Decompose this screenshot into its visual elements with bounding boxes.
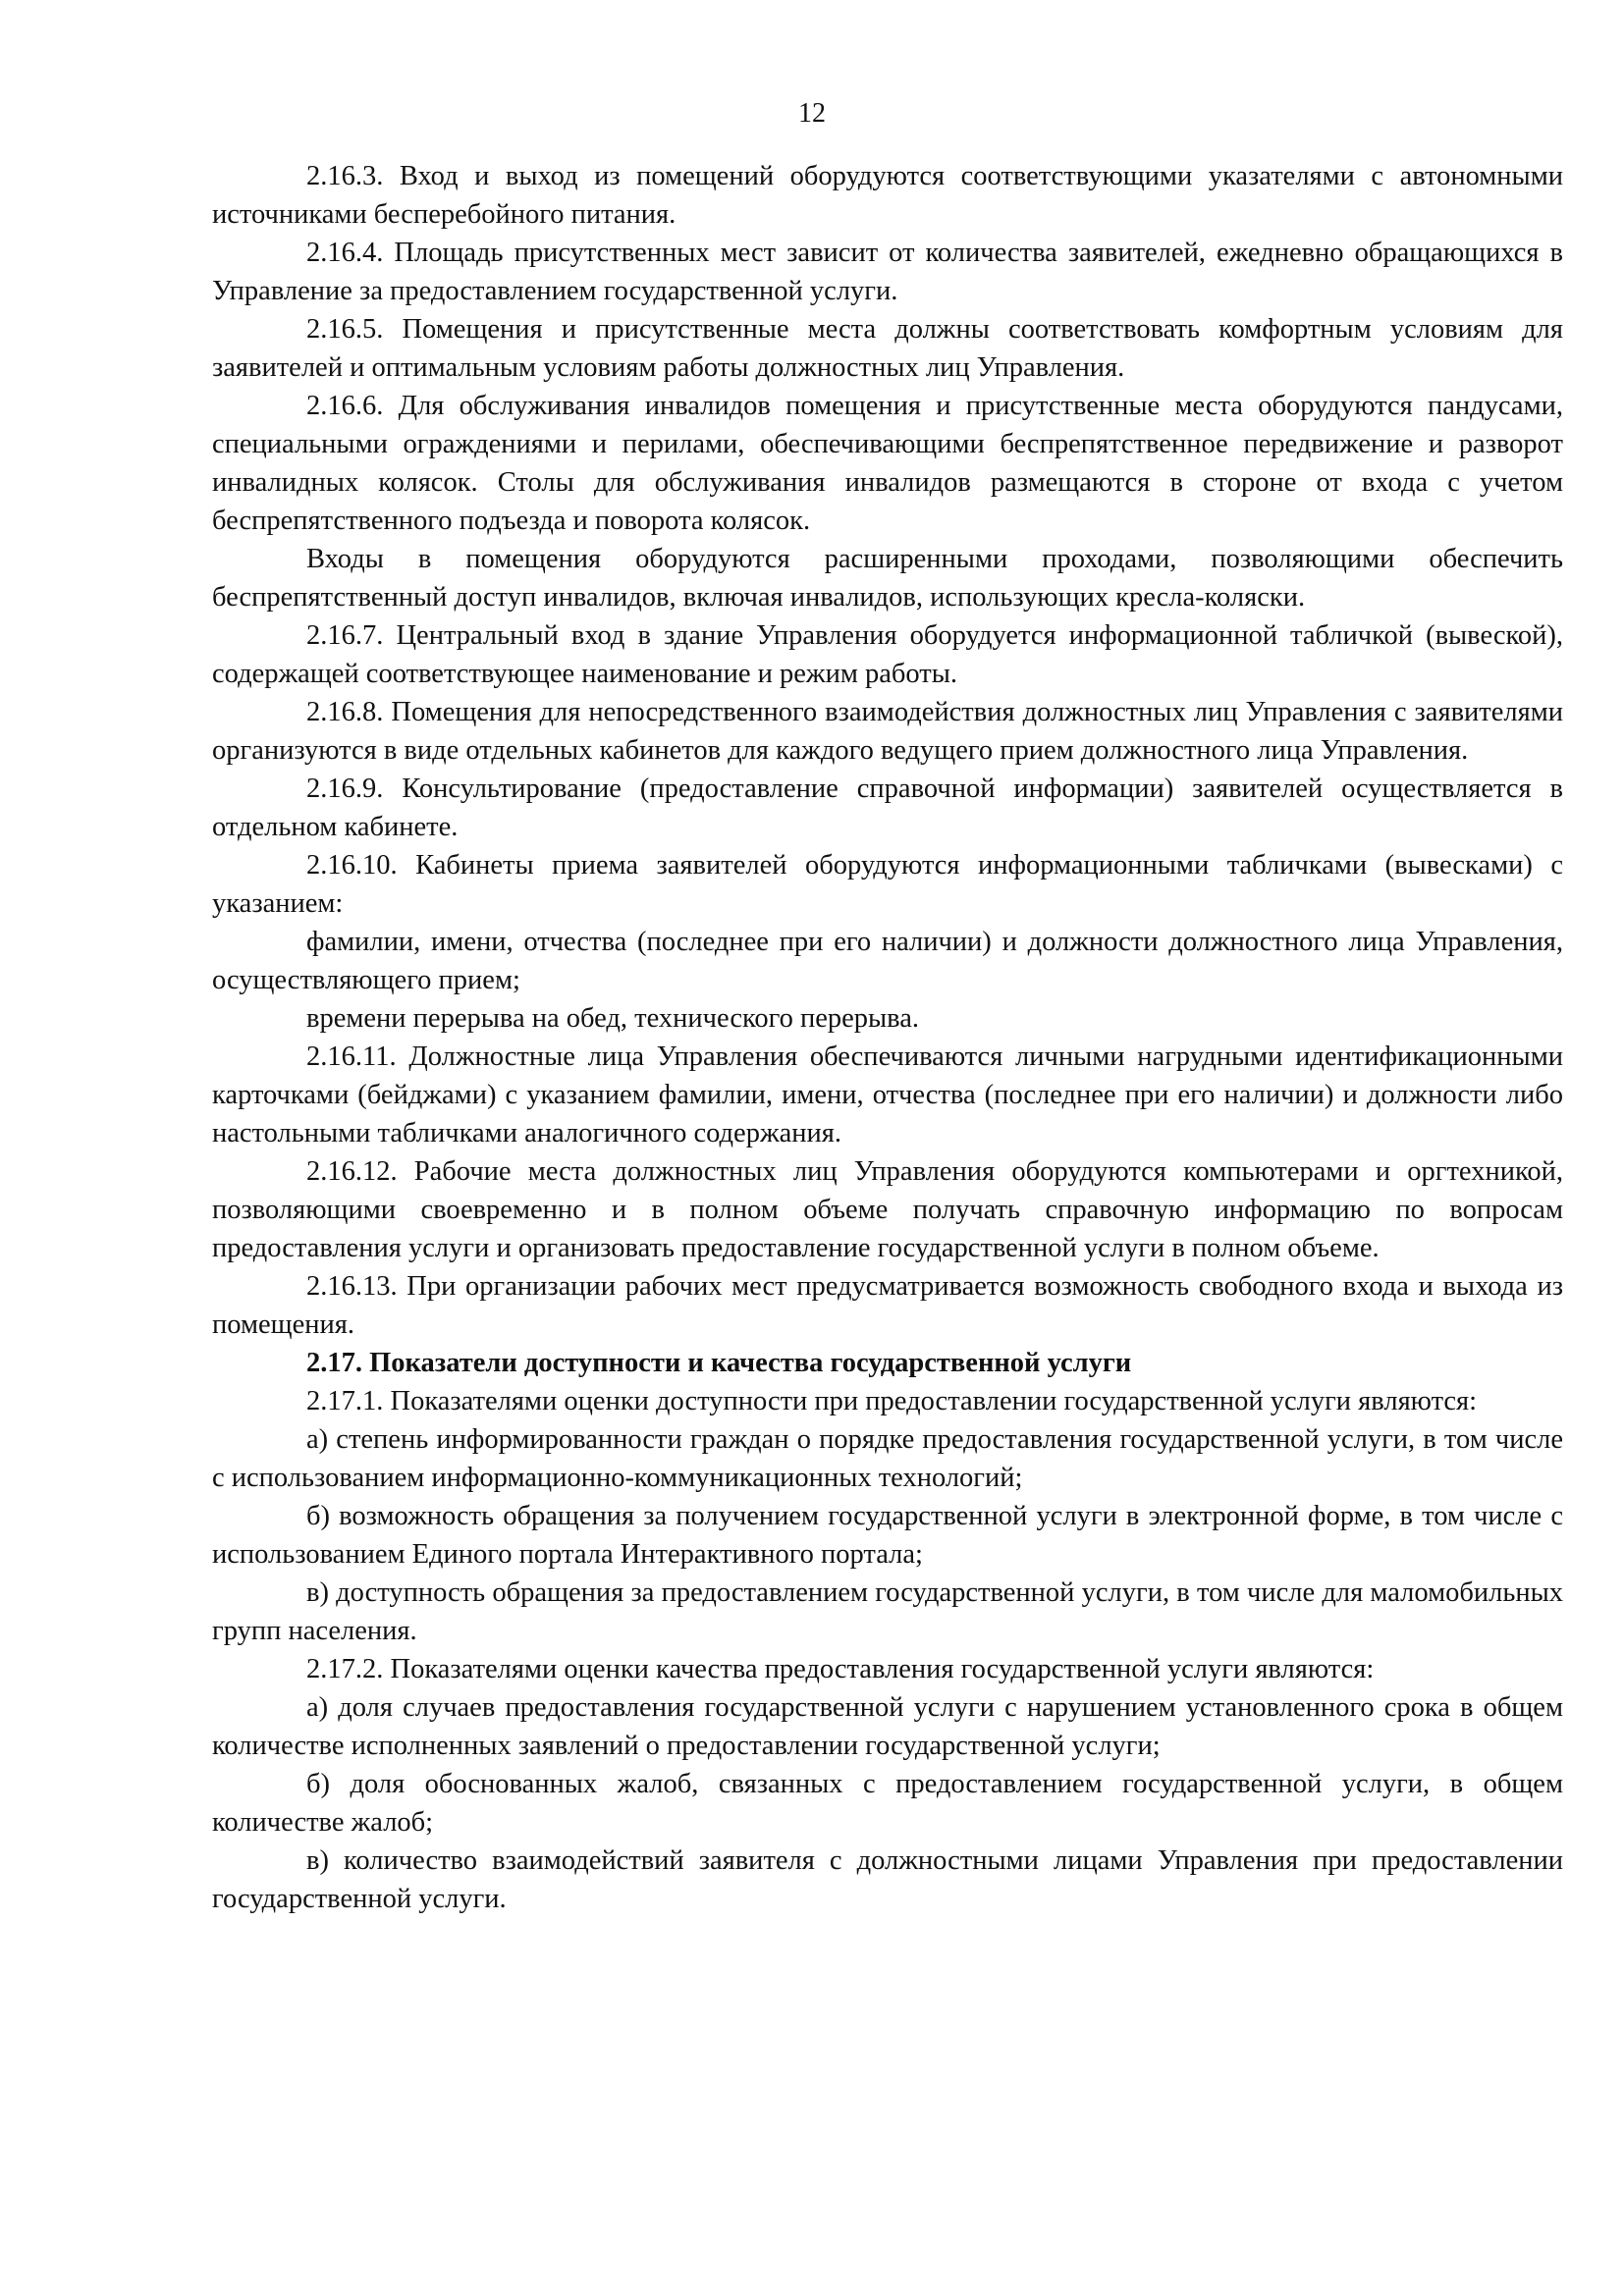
paragraph-2-16-12: 2.16.12. Рабочие места должностных лиц Управления оборудуются компьютерами и оргтехникой, позволяющими своевременно и в полном объеме получать справочную информацию по вопросам предоставления услуги и организовать предоставление государственной услуги в полном объеме. [212, 1156, 1563, 1263]
paragraph-2-16-7: 2.16.7. Центральный вход в здание Управления оборудуется информационной табличкой (вывеской), содержащей соответствующее наименование и режим работы. [212, 620, 1563, 689]
section-heading-2-17: 2.17. Показатели доступности и качества государственной услуги [306, 1348, 1132, 1378]
paragraph-2-16-9: 2.16.9. Консультирование (предоставление справочной информации) заявителей осуществляется в отдельном кабинете. [212, 774, 1563, 842]
paragraph-sign-break: времени перерыва на обед, технического перерыва. [306, 1003, 920, 1034]
paragraph-2-16-4: 2.16.4. Площадь присутственных мест зависит от количества заявителей, ежедневно обращающихся в Управление за предоставлением государственной услуги. [212, 238, 1563, 306]
paragraph-sign-names: фамилии, имени, отчества (последнее при его наличии) и должности должностного лица Управления, осуществляющего прием; [212, 927, 1563, 995]
page-number: 12 [798, 98, 826, 129]
paragraph-2-17-1: 2.17.1. Показателями оценки доступности при предоставлении государственной услуги являются: [306, 1386, 1478, 1416]
paragraph-2-16-6: 2.16.6. Для обслуживания инвалидов помещения и присутственные места оборудуются пандусами, специальными ограждениями и перилами, обеспечивающими беспрепятственное передвижение и разворот инвалидных колясок. Столы для обслуживания инвалидов размещаются в стороне от входа с учетом беспрепятственного подъезда и поворота колясок. [212, 391, 1563, 536]
paragraph-entrances: Входы в помещения оборудуются расширенными проходами, позволяющими обеспечить беспрепятственный доступ инвалидов, включая инвалидов, использующих кресла-коляски. [212, 544, 1563, 613]
paragraph-2-16-11: 2.16.11. Должностные лица Управления обеспечиваются личными нагрудными идентификационными карточками (бейджами) с указанием фамилии, имени, отчества (последнее при его наличии) и должности либо настольными табличками аналогичного содержания. [212, 1041, 1563, 1148]
paragraph-2-17-2-c: в) количество взаимодействий заявителя с должностными лицами Управления при предоставлении государственной услуги. [212, 1845, 1563, 1914]
paragraph-2-17-1-a: а) степень информированности граждан о порядке предоставления государственной услуги, в том числе с использованием информационно-коммуникационных технологий; [212, 1424, 1563, 1493]
paragraph-2-17-1-c: в) доступность обращения за предоставлением государственной услуги, в том числе для маломобильных групп населения. [212, 1577, 1563, 1646]
paragraph-2-16-8: 2.16.8. Помещения для непосредственного взаимодействия должностных лиц Управления с заявителями организуются в виде отдельных кабинетов для каждого ведущего прием должностного лица Управления. [212, 697, 1563, 766]
paragraph-2-17-2-a: а) доля случаев предоставления государственной услуги с нарушением установленного срока в общем количестве исполненных заявлений о предоставлении государственной услуги; [212, 1692, 1563, 1761]
paragraph-2-17-1-b: б) возможность обращения за получением государственной услуги в электронной форме, в том числе с использованием Единого портала Интерактивного портала; [212, 1501, 1563, 1570]
document-body [212, 157, 1563, 1918]
paragraph-2-16-13: 2.16.13. При организации рабочих мест предусматривается возможность свободного входа и выхода из помещения. [212, 1271, 1563, 1340]
paragraph-2-16-3: 2.16.3. Вход и выход из помещений оборудуются соответствующими указателями с автономными источниками бесперебойного питания. [212, 161, 1563, 230]
paragraph-2-17-2-b: б) доля обоснованных жалоб, связанных с предоставлением государственной услуги, в общем количестве жалоб; [212, 1769, 1563, 1838]
paragraph-2-17-2: 2.17.2. Показателями оценки качества предоставления государственной услуги являются: [306, 1654, 1375, 1684]
paragraph-2-16-10: 2.16.10. Кабинеты приема заявителей оборудуются информационными табличками (вывесками) с указанием: [212, 850, 1563, 919]
paragraph-2-16-5: 2.16.5. Помещения и присутственные места должны соответствовать комфортным условиям для заявителей и оптимальным условиям работы должностных лиц Управления. [212, 314, 1563, 383]
